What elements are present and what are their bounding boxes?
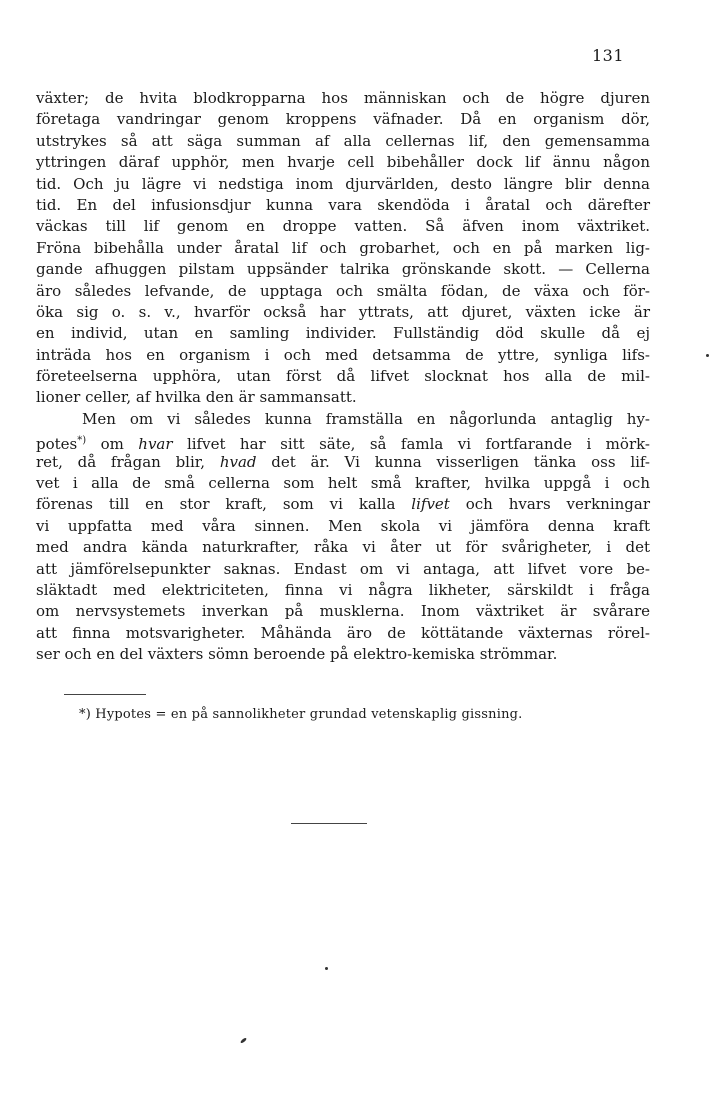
text-segment: ret, då frågan blir, [36, 452, 220, 471]
text-line: företeelserna upphöra, utan först då lifvet slocknat hos alla de mil- [36, 367, 650, 386]
text-line: att jämförelsepunkter saknas. Endast om vi antaga, att lifvet vore be- [36, 559, 650, 578]
text-line: att finna motsvarigheter. Måhända äro de köttätande växternas rörel- [36, 623, 650, 642]
text-line: en individ, utan en samling individer. Fullständig död skulle då ej [36, 324, 650, 343]
text-line: Men om vi således kunna framställa en någorlunda antaglig hy- [82, 409, 650, 428]
text-line: Fröna bibehålla under åratal lif och grobarhet, och en på marken lig- [36, 238, 650, 257]
text-line: inträda hos en organism i och med detsamma de yttre, synliga lifs- [36, 345, 650, 364]
text-line: företaga vandringar genom kroppens väfnader. Då en organism dör, [36, 110, 650, 129]
text-line [36, 430, 651, 454]
ink-speck [325, 967, 328, 970]
text-segment: potes [36, 435, 78, 454]
text-line: vet i alla de små cellerna som helt små krafter, hvilka uppgå i och [36, 474, 650, 493]
text-segment: lifvet har sitt säte, så famla vi fortfarande i mörk- [172, 435, 651, 454]
end-divider [291, 823, 367, 824]
footnote-marker: *) [77, 435, 87, 447]
footnote-divider [64, 694, 146, 695]
text-line: tid. En del infusionsdjur kunna vara skendöda i åratal och därefter [36, 195, 650, 214]
text-line: om nervsystemets inverkan på musklerna. Inom växtriket är svårare [36, 602, 650, 621]
emphasis: lifvet [411, 495, 450, 514]
text-line: vi uppfatta med våra sinnen. Men skola vi jämföra denna kraft [36, 516, 650, 535]
text-segment: och hvars verkningar [449, 495, 650, 514]
page-number: 131 [592, 46, 625, 65]
text-line: släktadt med elektriciteten, finna vi några likheter, särskildt i fråga [36, 580, 650, 599]
text-line: yttringen däraf upphör, men hvarje cell bibehåller dock lif ännu någon [36, 153, 650, 172]
body-text [36, 88, 650, 666]
text-line: öka sig o. s. v., hvarför också har yttrats, att djuret, växten icke är [36, 302, 650, 321]
text-line [36, 494, 650, 515]
text-line: med andra kända naturkrafter, råka vi åter ut för svårigheter, i det [36, 538, 650, 557]
text-segment: om [86, 435, 139, 454]
ink-speck [240, 1037, 247, 1044]
text-line: lioner celler, af hvilka den är sammansatt. [36, 388, 357, 407]
text-line: äro således lefvande, de upptaga och smälta födan, de växa och för- [36, 281, 650, 300]
footnote: *) Hypotes = en på sannolikheter grundad vetenskaplig gissning. [79, 707, 523, 722]
ink-speck [706, 354, 709, 357]
text-segment: förenas till en stor kraft, som vi kalla [36, 495, 412, 514]
text-line: gande afhuggen pilstam uppsänder talrika grönskande skott. — Cellerna [36, 260, 650, 279]
emphasis: hvad [219, 452, 257, 471]
text-line [36, 452, 650, 473]
text-line: tid. Och ju lägre vi nedstiga inom djurvärlden, desto längre blir denna [36, 174, 650, 193]
text-line: väckas till lif genom en droppe vatten. Så äfven inom växtriket. [36, 217, 650, 236]
text-line: utstrykes så att säga summan af alla cellernas lif, den gemensamma [36, 131, 650, 150]
emphasis: hvar [138, 435, 173, 454]
text-segment: det är. Vi kunna visserligen tänka oss lif- [256, 452, 650, 471]
text-line: ser och en del växters sömn beroende på elektro-kemiska strömmar. [36, 645, 558, 664]
text-line: växter; de hvita blodkropparna hos människan och de högre djuren [36, 89, 650, 107]
